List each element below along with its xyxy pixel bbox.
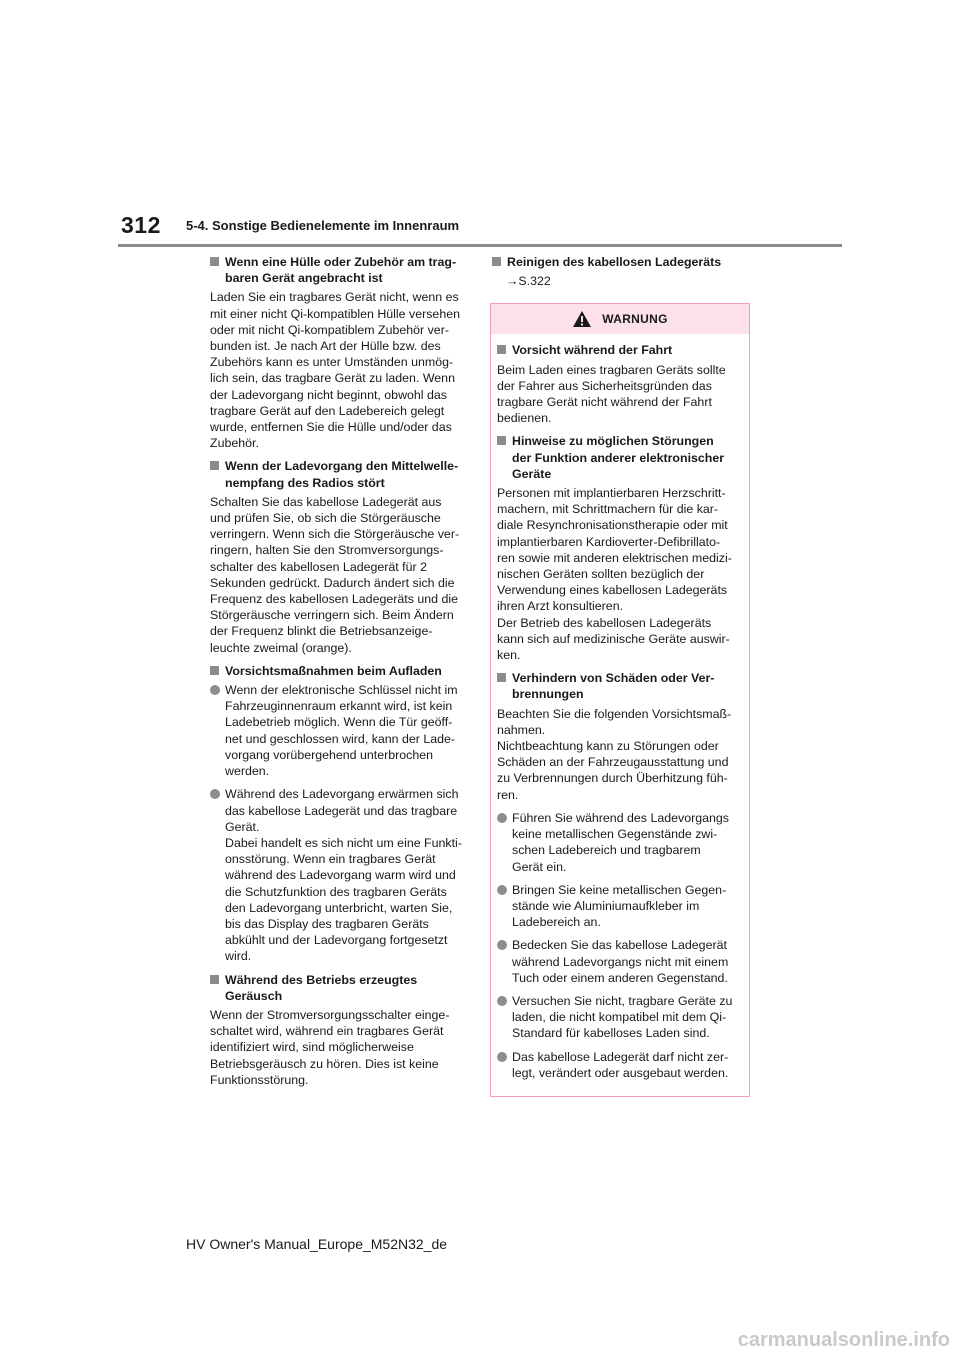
section-text: Schalten Sie das kabellose Ladegerät aus und prüfen Sie, ob sich die Störgeräusche verringern. Wenn sich die Störgeräusche ver- ringern, halten Sie den Stromversorgungs- schalter des kabellosen Ladegerät für 2 Sekunden gedrückt. Dadurch ändert sich die Frequenz des kabellosen Ladegeräts und die Störgeräusche verringern sich. Beim Ändern der Frequenz blinkt die Betriebsanzeige- leuchte zweimal (orange). bbox=[210, 494, 460, 655]
circle-bullet-icon bbox=[210, 789, 220, 799]
footer-manual-id: HV Owner's Manual_Europe_M52N32_de bbox=[186, 1236, 448, 1252]
warning-header bbox=[491, 304, 749, 334]
warning-triangle-icon bbox=[572, 310, 592, 328]
list-item: Während des Ladevorgang erwärmen sich das kabellose Ladegerät und das tragbare Gerät. Dabei handelt es sich nicht um eine Funkti- onsstörung. Wenn ein tragbares Gerät während des Ladevorgang warm wird und die Schutzfunktion des tragbaren Geräts den Ladevorgang unterbricht, warten Sie, bis das Display des tragbaren Geräts abkühlt und der Ladevorgang fortgesetzt wird. bbox=[210, 786, 478, 964]
watermark: carmanualsonline.info bbox=[737, 1329, 950, 1351]
square-bullet-icon bbox=[497, 436, 506, 445]
page-reference-link[interactable]: →S.322 bbox=[506, 274, 551, 289]
section-cleaning bbox=[492, 254, 754, 270]
square-bullet-icon bbox=[210, 975, 219, 984]
list-item: Bringen Sie keine metallischen Gegen- stände wie Aluminiumaufkleber im Ladebereich an. bbox=[497, 882, 743, 931]
section-text: Beachten Sie die folgenden Vorsichtsmaß- nahmen. Nichtbeachtung kann zu Störungen oder Schäden an der Fahrzeugausstattung und zu Verbrennungen durch Überhitzung füh- ren. bbox=[497, 706, 732, 802]
warning-box bbox=[490, 303, 750, 1097]
section-heading: Hinweise zu möglichen Störungen der Funktion anderer elektronischer Geräte bbox=[512, 434, 725, 481]
section-radio-interference bbox=[210, 458, 478, 655]
square-bullet-icon bbox=[210, 461, 219, 470]
list-item: Bedecken Sie das kabellose Ladegerät während Ladevorgangs nicht mit einem Tuch oder einem anderen Gegenstand. bbox=[497, 937, 743, 986]
section-text: Laden Sie ein tragbares Gerät nicht, wenn es mit einer nicht Qi-kompatiblen Hülle versehen oder mit nicht Qi-kompatiblem Zubehör ver- bunden ist. Je nach Art der Hülle bzw. des Zubehörs kann es unter Umständen unmög- lich sein, das tragbare Gerät zu laden. Wenn der Ladevorgang nicht beginnt, obwohl das tragbare Gerät auf den Ladebereich gelegt wurde, entfernen Sie die Hülle und/oder das Zubehör. bbox=[210, 290, 460, 451]
section-text: Beim Laden eines tragbaren Geräts sollte der Fahrer aus Sicherheitsgründen das tragbare Gerät nicht während der Fahrt bedienen. bbox=[497, 362, 726, 426]
section-heading: Verhindern von Schäden oder Ver- brennungen bbox=[512, 671, 715, 702]
section-operating-noise bbox=[210, 972, 478, 1088]
section-heading: Wenn der Ladevorgang den Mittelwelle- nempfang des Radios stört bbox=[225, 459, 459, 490]
warning-section-driving bbox=[497, 342, 743, 426]
section-title: 5-4. Sonstige Bedienelemente im Innenraum bbox=[186, 218, 460, 233]
list-item: Das kabellose Ladegerät darf nicht zer- legt, verändert oder ausgebaut werden. bbox=[497, 1049, 743, 1081]
section-heading: Vorsicht während der Fahrt bbox=[512, 343, 673, 358]
section-text: Wenn der Stromversorgungsschalter einge- schaltet wird, während ein tragbares Gerät identifiziert wird, sind möglicherweise Betriebsgeräusch zu hören. Dies ist keine Funktionsstörung. bbox=[210, 1007, 450, 1087]
warning-body bbox=[491, 334, 749, 1096]
list-item: Führen Sie während des Ladevorgangs keine metallischen Gegenstände zwi- schen Ladebereich und tragbarem Gerät ein. bbox=[497, 810, 743, 875]
circle-bullet-icon bbox=[210, 685, 220, 695]
list-item: Versuchen Sie nicht, tragbare Geräte zu laden, die nicht kompatibel mit dem Qi- Standard für kabelloses Laden sind. bbox=[497, 993, 743, 1042]
square-bullet-icon bbox=[497, 345, 506, 354]
circle-bullet-icon bbox=[497, 996, 507, 1006]
page-number: 312 bbox=[121, 212, 161, 238]
circle-bullet-icon bbox=[497, 1052, 507, 1062]
circle-bullet-icon bbox=[497, 813, 507, 823]
warning-title: WARNUNG bbox=[602, 312, 668, 327]
section-heading: Reinigen des kabellosen Ladegeräts bbox=[507, 255, 722, 269]
section-case-accessory bbox=[210, 254, 478, 451]
section-text: Personen mit implantierbaren Herzschritt- machern, mit Schrittmachern für die kar- diale Resynchronisationstherapie oder mit implantierbaren Kardioverter-Defibrillato- ren sowie mit anderen elektrischen medizi- nischen Geräten sollten bezüglich der Verwendung eines kabellosen Ladegeräts ihren Arzt konsultieren. Der Betrieb des kabellosen Ladegeräts kann sich auf medizinische Geräte auswir- ken. bbox=[497, 486, 732, 663]
warning-section-interference bbox=[497, 433, 743, 663]
section-heading: Während des Betriebs erzeugtes Geräusch bbox=[225, 972, 418, 1003]
square-bullet-icon bbox=[497, 673, 506, 682]
list-item: Wenn der elektronische Schlüssel nicht im Fahrzeuginnenraum erkannt wird, ist kein Ladebetrieb möglich. Wenn die Tür geöff- net und geschlossen wird, kann der Lade- vorgang vorübergehend unterbrochen werden. bbox=[210, 682, 478, 779]
left-column bbox=[210, 254, 478, 1095]
header-rule bbox=[118, 244, 842, 247]
warning-section-damage bbox=[497, 670, 743, 1081]
circle-bullet-icon bbox=[497, 940, 507, 950]
circle-bullet-icon bbox=[497, 885, 507, 895]
square-bullet-icon bbox=[492, 257, 501, 266]
square-bullet-icon bbox=[210, 257, 219, 266]
square-bullet-icon bbox=[210, 666, 219, 675]
section-charging-precautions bbox=[210, 663, 478, 965]
right-column bbox=[492, 254, 754, 1097]
section-heading: Wenn eine Hülle oder Zubehör am trag- baren Gerät angebracht ist bbox=[225, 255, 457, 286]
section-heading: Vorsichtsmaßnahmen beim Aufladen bbox=[225, 663, 442, 678]
